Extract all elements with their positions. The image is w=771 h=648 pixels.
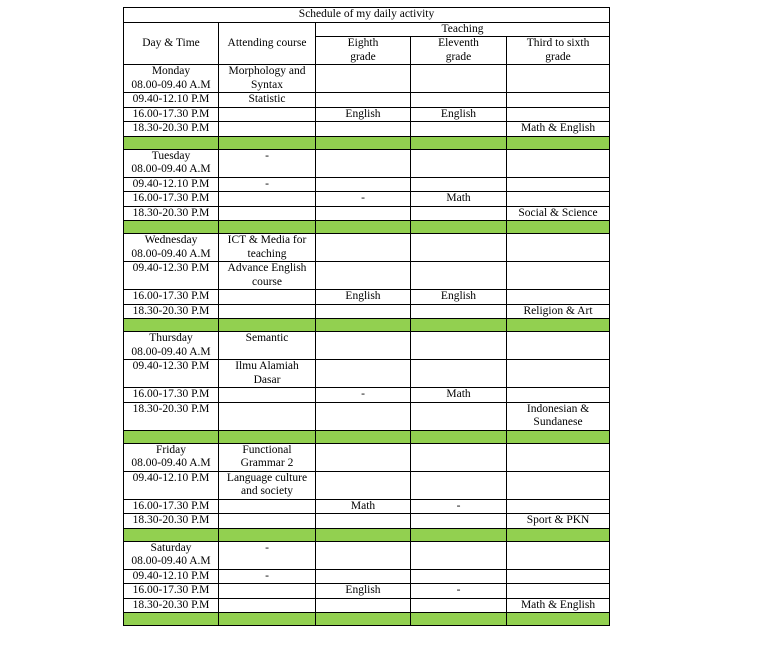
course-cell <box>219 192 316 207</box>
schedule-row <box>124 149 610 177</box>
separator-cell <box>124 319 219 332</box>
third-sixth-grade-cell <box>507 471 610 499</box>
time-cell <box>124 443 219 471</box>
separator-cell <box>411 319 507 332</box>
eleventh-grade-cell <box>411 122 507 137</box>
time-cell <box>124 471 219 499</box>
eleventh-grade-cell <box>411 443 507 471</box>
third-sixth-grade-cell <box>507 541 610 569</box>
time-cell <box>124 499 219 514</box>
separator-cell <box>411 221 507 234</box>
schedule-row <box>124 234 610 262</box>
eighth-grade-cell <box>316 402 411 430</box>
time-cell <box>124 514 219 529</box>
eighth-grade-cell <box>316 206 411 221</box>
time-cell <box>124 122 219 137</box>
time-cell <box>124 541 219 569</box>
separator-cell <box>507 430 610 443</box>
third-sixth-grade-cell <box>507 65 610 93</box>
time-cell <box>124 360 219 388</box>
separator-cell <box>316 136 411 149</box>
time-cell <box>124 388 219 403</box>
time-cell <box>124 569 219 584</box>
time-cell <box>124 598 219 613</box>
eleventh-grade-cell <box>411 93 507 108</box>
separator-cell <box>124 528 219 541</box>
time-label: 16.00-17.30 P.M <box>132 192 210 204</box>
third-sixth-grade-cell <box>507 290 610 305</box>
eleventh-grade-cell <box>411 149 507 177</box>
eighth-grade-cell <box>316 569 411 584</box>
course-cell <box>219 499 316 514</box>
separator-cell <box>507 528 610 541</box>
eighth-grade-cell <box>316 443 411 471</box>
eleventh-grade-cell <box>411 514 507 529</box>
day-label: Saturday <box>150 541 192 554</box>
third-sixth-grade-cell: Math & English <box>507 122 610 137</box>
course-cell: Morphology and Syntax <box>219 65 316 93</box>
third-sixth-grade-cell <box>507 332 610 360</box>
time-cell <box>124 206 219 221</box>
eighth-grade-cell <box>316 471 411 499</box>
schedule-row <box>124 402 610 430</box>
time-label: 09.40-12.30 P.M <box>132 360 210 372</box>
time-label: 08.00-09.40 A.M <box>131 457 211 469</box>
schedule-row <box>124 206 610 221</box>
time-label: 08.00-09.40 A.M <box>131 247 211 260</box>
header-eleventh-grade: Eleventh grade <box>411 37 507 65</box>
third-sixth-grade-cell <box>507 107 610 122</box>
time-cell <box>124 65 219 93</box>
eleventh-grade-cell <box>411 332 507 360</box>
eleventh-grade-cell: English <box>411 290 507 305</box>
course-cell <box>219 206 316 221</box>
eighth-grade-cell: Math <box>316 499 411 514</box>
schedule-row <box>124 360 610 388</box>
separator-cell <box>219 528 316 541</box>
course-cell <box>219 107 316 122</box>
time-cell <box>124 290 219 305</box>
time-label: 08.00-09.40 A.M <box>131 78 211 91</box>
time-label: 09.40-12.30 P.M <box>132 262 210 274</box>
schedule-row <box>124 65 610 93</box>
schedule-table <box>123 7 610 626</box>
eighth-grade-cell: - <box>316 192 411 207</box>
time-label: 09.40-12.10 P.M <box>132 471 210 484</box>
third-sixth-grade-cell <box>507 93 610 108</box>
course-cell: Semantic <box>219 332 316 360</box>
eighth-grade-cell <box>316 122 411 137</box>
schedule-row <box>124 290 610 305</box>
day-separator-row <box>124 528 610 541</box>
time-label: 18.30-20.30 P.M <box>132 122 210 134</box>
eighth-grade-cell <box>316 177 411 192</box>
third-sixth-grade-cell: Indonesian & Sundanese <box>507 402 610 430</box>
time-label: 16.00-17.30 P.M <box>132 584 210 596</box>
header-eighth-grade: Eighth grade <box>316 37 411 65</box>
header-teaching: Teaching <box>316 22 610 37</box>
course-cell: - <box>219 541 316 569</box>
separator-cell <box>316 430 411 443</box>
day-label: Tuesday <box>151 149 191 162</box>
separator-cell <box>316 528 411 541</box>
separator-cell <box>316 221 411 234</box>
time-cell <box>124 332 219 360</box>
eleventh-grade-cell <box>411 598 507 613</box>
course-cell: - <box>219 569 316 584</box>
schedule-row <box>124 304 610 319</box>
eleventh-grade-cell <box>411 234 507 262</box>
time-cell <box>124 234 219 262</box>
header-day-time: Day & Time <box>124 22 219 65</box>
third-sixth-grade-cell <box>507 192 610 207</box>
course-cell <box>219 598 316 613</box>
course-cell: - <box>219 149 316 177</box>
day-separator-row <box>124 221 610 234</box>
third-sixth-grade-cell <box>507 360 610 388</box>
third-sixth-grade-cell <box>507 234 610 262</box>
eleventh-grade-cell: Math <box>411 192 507 207</box>
eighth-grade-cell <box>316 65 411 93</box>
time-cell <box>124 107 219 122</box>
time-cell <box>124 93 219 108</box>
third-sixth-grade-cell <box>507 584 610 599</box>
eighth-grade-cell <box>316 93 411 108</box>
eleventh-grade-cell <box>411 541 507 569</box>
schedule-row <box>124 192 610 207</box>
day-label: Friday <box>155 443 187 456</box>
course-cell <box>219 514 316 529</box>
course-cell <box>219 584 316 599</box>
eleventh-grade-cell: English <box>411 107 507 122</box>
table-title: Schedule of my daily activity <box>124 8 610 23</box>
eighth-grade-cell <box>316 541 411 569</box>
eleventh-grade-cell: - <box>411 499 507 514</box>
time-label: 16.00-17.30 P.M <box>132 388 210 400</box>
course-cell: Statistic <box>219 93 316 108</box>
separator-cell <box>316 319 411 332</box>
time-cell <box>124 402 219 430</box>
eighth-grade-cell <box>316 360 411 388</box>
eighth-grade-cell <box>316 262 411 290</box>
schedule-row <box>124 262 610 290</box>
eleventh-grade-cell <box>411 65 507 93</box>
schedule-row <box>124 541 610 569</box>
time-label: 18.30-20.30 P.M <box>132 514 210 526</box>
time-label: 18.30-20.30 P.M <box>132 206 210 219</box>
separator-cell <box>507 319 610 332</box>
separator-cell <box>124 221 219 234</box>
third-sixth-grade-cell: Religion & Art <box>507 304 610 319</box>
eleventh-grade-cell <box>411 262 507 290</box>
schedule-row <box>124 499 610 514</box>
third-sixth-grade-cell <box>507 262 610 290</box>
time-label: 09.40-12.10 P.M <box>132 569 210 582</box>
eighth-grade-cell: - <box>316 388 411 403</box>
third-sixth-grade-cell: Sport & PKN <box>507 514 610 529</box>
third-sixth-grade-cell <box>507 499 610 514</box>
day-label: Monday <box>151 65 191 77</box>
separator-cell <box>411 613 507 626</box>
day-separator-row <box>124 319 610 332</box>
eighth-grade-cell: English <box>316 584 411 599</box>
time-label: 16.00-17.30 P.M <box>132 107 210 120</box>
third-sixth-grade-cell <box>507 177 610 192</box>
day-separator-row <box>124 136 610 149</box>
time-label: 09.40-12.10 P.M <box>132 93 210 105</box>
separator-cell <box>507 221 610 234</box>
third-sixth-grade-cell <box>507 569 610 584</box>
course-cell <box>219 290 316 305</box>
eleventh-grade-cell <box>411 206 507 221</box>
course-cell <box>219 122 316 137</box>
third-sixth-grade-cell <box>507 388 610 403</box>
day-label: Wednesday <box>144 234 198 246</box>
eighth-grade-cell: English <box>316 290 411 305</box>
separator-cell <box>411 136 507 149</box>
course-cell <box>219 388 316 403</box>
time-label: 08.00-09.40 A.M <box>131 345 211 358</box>
day-label: Thursday <box>149 332 193 344</box>
time-label: 16.00-17.30 P.M <box>132 499 210 512</box>
schedule-row <box>124 514 610 529</box>
separator-cell <box>411 528 507 541</box>
course-cell: Ilmu Alamiah Dasar <box>219 360 316 388</box>
eighth-grade-cell <box>316 149 411 177</box>
third-sixth-grade-cell: Math & English <box>507 598 610 613</box>
eighth-grade-cell <box>316 234 411 262</box>
schedule-row <box>124 584 610 599</box>
schedule-row <box>124 107 610 122</box>
separator-cell <box>507 613 610 626</box>
course-cell: Functional Grammar 2 <box>219 443 316 471</box>
schedule-row <box>124 388 610 403</box>
time-cell <box>124 192 219 207</box>
time-cell <box>124 262 219 290</box>
eleventh-grade-cell <box>411 402 507 430</box>
time-label: 18.30-20.30 P.M <box>132 598 210 611</box>
separator-cell <box>124 430 219 443</box>
eleventh-grade-cell: Math <box>411 388 507 403</box>
header-third-sixth-grade: Third to sixth grade <box>507 37 610 65</box>
day-separator-row <box>124 430 610 443</box>
separator-cell <box>316 613 411 626</box>
schedule-row <box>124 443 610 471</box>
eleventh-grade-cell <box>411 360 507 388</box>
eleventh-grade-cell <box>411 304 507 319</box>
separator-cell <box>124 136 219 149</box>
course-cell: ICT & Media for teaching <box>219 234 316 262</box>
separator-cell <box>219 613 316 626</box>
separator-cell <box>219 221 316 234</box>
course-cell: Language culture and society <box>219 471 316 499</box>
time-label: 18.30-20.30 P.M <box>132 304 210 317</box>
separator-cell <box>411 430 507 443</box>
schedule-row <box>124 569 610 584</box>
eighth-grade-cell <box>316 598 411 613</box>
course-cell: - <box>219 177 316 192</box>
separator-cell <box>219 430 316 443</box>
course-cell: Advance English course <box>219 262 316 290</box>
eighth-grade-cell <box>316 332 411 360</box>
separator-cell <box>507 136 610 149</box>
time-cell <box>124 304 219 319</box>
eighth-grade-cell: English <box>316 107 411 122</box>
third-sixth-grade-cell <box>507 443 610 471</box>
schedule-row <box>124 177 610 192</box>
time-label: 08.00-09.40 A.M <box>131 555 211 567</box>
time-label: 18.30-20.30 P.M <box>132 402 210 415</box>
eleventh-grade-cell <box>411 177 507 192</box>
eleventh-grade-cell <box>411 569 507 584</box>
eighth-grade-cell <box>316 514 411 529</box>
time-label: 09.40-12.10 P.M <box>132 177 210 190</box>
time-cell <box>124 584 219 599</box>
day-separator-row <box>124 613 610 626</box>
separator-cell <box>124 613 219 626</box>
eleventh-grade-cell: - <box>411 584 507 599</box>
third-sixth-grade-cell <box>507 149 610 177</box>
schedule-row <box>124 332 610 360</box>
schedule-row <box>124 598 610 613</box>
eighth-grade-cell <box>316 304 411 319</box>
separator-cell <box>219 319 316 332</box>
schedule-row <box>124 471 610 499</box>
header-attending-course: Attending course <box>219 22 316 65</box>
time-label: 08.00-09.40 A.M <box>131 163 211 175</box>
eleventh-grade-cell <box>411 471 507 499</box>
schedule-row <box>124 122 610 137</box>
time-cell <box>124 149 219 177</box>
course-cell <box>219 402 316 430</box>
schedule-row <box>124 93 610 108</box>
course-cell <box>219 304 316 319</box>
separator-cell <box>219 136 316 149</box>
time-label: 16.00-17.30 P.M <box>132 290 210 302</box>
third-sixth-grade-cell: Social & Science <box>507 206 610 221</box>
time-cell <box>124 177 219 192</box>
